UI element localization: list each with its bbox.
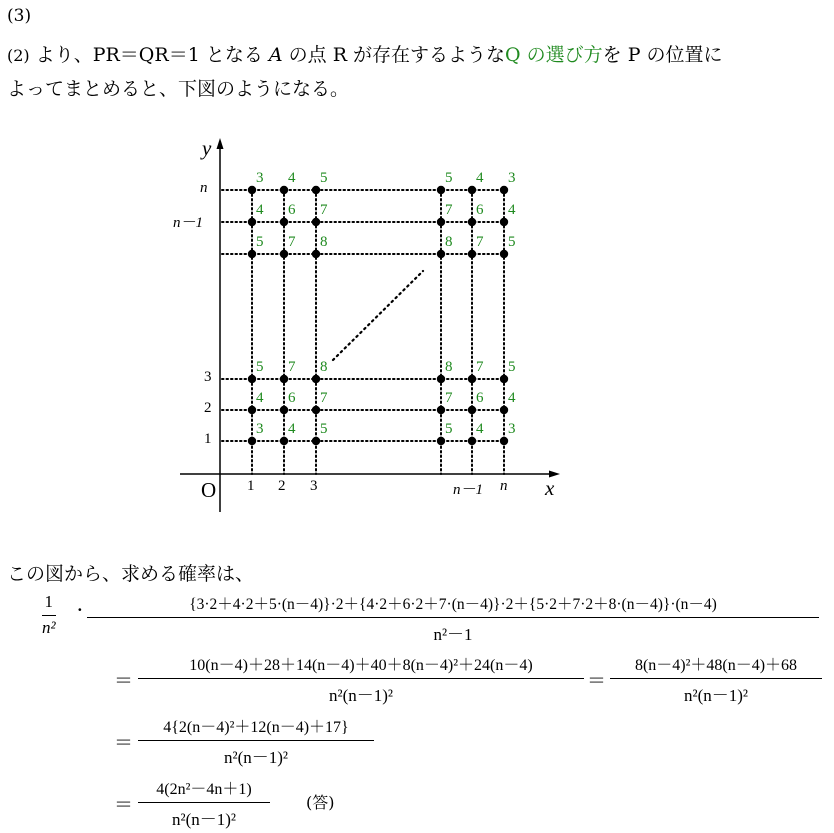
count-label: 3 [256,421,264,437]
frac-num: 1 [44,592,54,611]
count-label: 7 [476,359,484,375]
count-label: 7 [288,234,296,250]
x-axis-label: x [545,476,555,500]
intro-text-1: より、PR＝QR＝1 となる [35,44,263,66]
y-tick-n: n [200,180,208,196]
l3-numerator: 4{2(n－4)²＋12(n－4)＋17} [163,719,349,736]
count-label: 5 [445,421,453,437]
count-label: 7 [320,390,328,406]
grid-point [437,437,445,445]
count-label: 3 [256,170,264,186]
eq-2b: ＝ [587,671,607,692]
x-tick-1: 1 [247,478,255,494]
grid-point [500,218,508,226]
eq-4: ＝ [114,795,134,816]
count-label: 4 [256,390,264,406]
grid-point [312,218,320,226]
eq-2: ＝ [114,671,134,692]
grid-point [500,375,508,383]
grid-point [312,186,320,194]
y-axis-label: y [202,136,212,160]
count-label: 5 [445,170,453,186]
x-tick-n: n [500,478,508,494]
diagonal-ellipsis [333,271,423,360]
grid-point [280,375,288,383]
count-label: 3 [508,421,516,437]
count-label: 4 [256,202,264,218]
grid-point [468,437,476,445]
mult-dot: · [77,600,83,619]
answer-numerator: 4(2n²－4n＋1) [156,781,252,798]
count-label: 4 [476,421,484,437]
grid-point [248,437,256,445]
grid-point [248,186,256,194]
main-fraction [87,592,819,645]
l2a-numerator: 10(n－4)＋28＋14(n－4)＋40＋8(n－4)²＋24(n－4) [189,657,533,674]
intro-highlight: Q の選び方 [505,44,603,66]
grid-point [468,218,476,226]
problem-label: (3) [7,6,32,26]
l2b-numerator: 8(n－4)²＋48(n－4)＋68 [634,657,798,674]
grid-point [280,437,288,445]
count-label: 5 [508,359,516,375]
grid-point [312,406,320,414]
count-label: 5 [320,170,328,186]
count-label: 7 [476,234,484,250]
count-label: 4 [508,390,516,406]
grid-point [500,186,508,194]
count-label: 7 [445,390,453,406]
intro-text-2: の点 R が存在するような [288,44,506,66]
l2b-denominator: n²(n－1)² [683,686,748,705]
grid-point [248,250,256,258]
count-label: 7 [320,202,328,218]
l2a-denominator: n²(n－1)² [328,686,393,705]
count-label: 8 [320,359,328,375]
grid-point [280,186,288,194]
answer-tag: (答) [306,793,335,812]
intro-set-a: A [268,44,283,66]
x-tick-2: 2 [278,478,286,494]
count-label: 8 [445,234,453,250]
grid-point [468,250,476,258]
x-tick-n-minus-1: n－1 [453,482,484,498]
count-label: 5 [508,234,516,250]
count-label: 6 [476,202,484,218]
grid-point [248,218,256,226]
conclusion-lead: この図から、求める確率は、 [7,563,255,585]
grid-point [468,186,476,194]
origin-label: O [201,478,217,502]
count-label: 4 [476,170,484,186]
y-tick-2: 2 [204,400,212,416]
count-label: 7 [445,202,453,218]
grid-point [312,437,320,445]
intro-text-3: を P の位置に [602,44,723,66]
count-label: 5 [256,359,264,375]
grid-point [437,186,445,194]
grid-point [248,406,256,414]
grid-point [437,250,445,258]
grid-point [280,406,288,414]
count-label: 3 [508,170,516,186]
count-label: 6 [288,202,296,218]
frac-line3 [138,714,374,768]
grid-point [437,406,445,414]
count-label: 4 [508,202,516,218]
l3-denominator: n²(n－1)² [223,748,288,767]
grid-point [312,375,320,383]
count-label: 4 [288,421,296,437]
x-tick-3: 3 [310,478,318,494]
grid-point [280,218,288,226]
grid-point [312,250,320,258]
frac-den: n² [42,618,56,637]
frac-1-over-n2 [42,592,56,638]
frac-line2-b [610,652,822,706]
eq-3: ＝ [114,733,134,754]
grid-point [280,250,288,258]
answer-denominator: n²(n－1)² [171,810,236,829]
grid-point [468,406,476,414]
count-label: 8 [320,234,328,250]
y-axis-arrow [217,138,224,149]
grid-point [500,406,508,414]
grid-point [437,218,445,226]
intro-ref: (2) [7,46,30,65]
grid-point [500,250,508,258]
count-label: 5 [320,421,328,437]
main-numerator: {3·2＋4·2＋5·(n－4)}·2＋{4·2＋6·2＋7·(n－4)}·2＋{5·2＋7·2＋8·(n－4)}·(n－4) [189,596,717,613]
intro-line-2: よってまとめると、下図のようになる。 [7,78,350,100]
count-label: 6 [288,390,296,406]
grid-point [437,375,445,383]
count-label: 4 [288,170,296,186]
y-tick-n-minus-1: n－1 [173,215,204,231]
frac-line2-a [138,652,584,706]
grid-point [468,375,476,383]
y-tick-3: 3 [204,369,212,385]
count-label: 6 [476,390,484,406]
count-label: 5 [256,234,264,250]
frac-answer [138,776,270,830]
y-tick-1: 1 [204,431,212,447]
grid-point [500,437,508,445]
main-denominator: n²－1 [433,625,473,644]
grid-point [248,375,256,383]
count-label: 8 [445,359,453,375]
count-label: 7 [288,359,296,375]
